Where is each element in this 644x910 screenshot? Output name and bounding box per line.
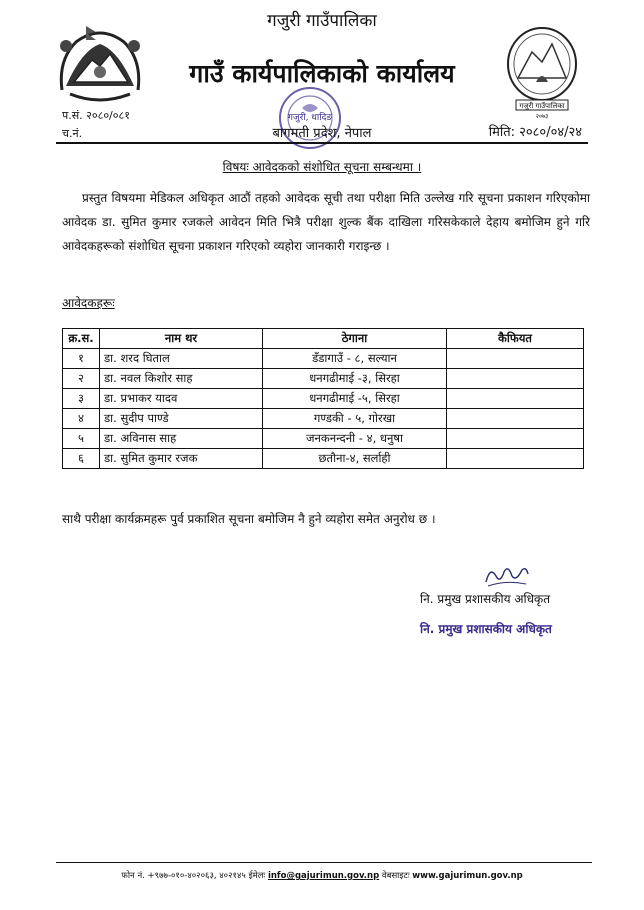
municipality-logo-icon — [502, 22, 582, 120]
municipality-name: गजुरी गाउँपालिका — [267, 11, 377, 31]
reference-number: प.सं. २०८०/०८१ — [62, 109, 130, 122]
stamp-text: गजुरी, धादिङ — [287, 113, 333, 123]
footer-contact — [0, 870, 644, 881]
row-remarks — [447, 389, 584, 409]
row-serial: ६ — [63, 449, 100, 469]
row-serial: ४ — [63, 409, 100, 429]
header-name: नाम थर — [100, 329, 263, 349]
row-remarks — [447, 349, 584, 369]
officer-designation-stamp: नि. प्रमुख प्रशासकीय अधिकृत — [420, 622, 552, 636]
footer-website-label: वेबसाइटः — [381, 871, 410, 881]
applicants-label: आवेदकहरूः — [62, 296, 115, 310]
row-remarks — [447, 429, 584, 449]
subject-text: विषयः आवेदकको संशोधित सूचना सम्बन्धमा । — [222, 160, 422, 174]
row-remarks — [447, 369, 584, 389]
row-name: डा. प्रभाकर यादव — [100, 389, 263, 409]
row-address: धनगढीमाई -५, सिरहा — [263, 389, 447, 409]
footer-phone: फोन नं. +९७७-०१०-४०२०६३, ४०२१४५ ईमेलः — [121, 871, 266, 881]
body-paragraph: प्रस्तुत विषयमा मेडिकल अधिकृत आठौं तहको आवेदक सूची तथा परीक्षा मिति उल्लेख गरि सूचना प्रकाशन गरिएकोमा आवेदक डा. सुमित कुमार रजकले आवेदन मिति भित्रै परीक्षा शुल्क बैंक दाखिला गरिसकेकाले देहाय बमोजिम हुने गरि आवेदकहरूको संशोधित सूचना प्रकाशन गरिएको व्यहोरा जानकारी गराइन्छ । — [62, 191, 590, 253]
row-name: डा. सुमित कुमार रजक — [100, 449, 263, 469]
header-address: ठेगाना — [263, 329, 447, 349]
header-divider — [56, 142, 588, 144]
logo-year: २०७३ — [535, 113, 549, 120]
table-row — [63, 429, 584, 449]
table-row — [63, 349, 584, 369]
table-row — [63, 409, 584, 429]
row-address: गण्डकी - ५, गोरखा — [263, 409, 447, 429]
table-row — [63, 369, 584, 389]
row-serial: २ — [63, 369, 100, 389]
footer-email-link[interactable]: info@gajurimun.gov.np — [267, 871, 380, 881]
row-serial: १ — [63, 349, 100, 369]
row-remarks — [447, 409, 584, 429]
office-name: गाउँ कार्यपालिकाको कार्यालय — [189, 59, 455, 88]
row-address: धनगढीमाई -३, सिरहा — [263, 369, 447, 389]
row-serial: ५ — [63, 429, 100, 449]
footer-website-link[interactable]: www.gajurimun.gov.np — [412, 871, 523, 881]
logo-caption: गजुरी गाउँपालिका — [519, 102, 565, 110]
officer-title: नि. प्रमुख प्रशासकीय अधिकृत — [420, 592, 551, 606]
applicant-table — [62, 328, 584, 469]
header-remarks: कैफियत — [447, 329, 584, 349]
table-header-row — [63, 329, 584, 349]
header-serial: क्र.स. — [63, 329, 100, 349]
table-row — [63, 449, 584, 469]
province-line: बागमती प्रदेश, नेपाल — [272, 126, 372, 141]
row-address: जनकनन्दनी - ४, धनुषा — [263, 429, 447, 449]
row-serial: ३ — [63, 389, 100, 409]
footer-divider — [56, 862, 592, 863]
row-remarks — [447, 449, 584, 469]
closing-paragraph: साथै परीक्षा कार्यक्रमहरू पुर्व प्रकाशित सूचना बमोजिम नै हुने व्यहोरा समेत अनुरोध छ । — [62, 512, 436, 526]
signature-icon — [482, 562, 532, 590]
row-name: डा. अविनास साह — [100, 429, 263, 449]
table-row — [63, 389, 584, 409]
row-name: डा. शरद घिताल — [100, 349, 263, 369]
date-line: मिति: २०८०/०४/२४ — [488, 125, 582, 140]
dispatch-number: च.नं. — [62, 127, 83, 140]
row-address: डँडागाउँ - ८, सल्यान — [263, 349, 447, 369]
subject-heading — [0, 158, 644, 175]
row-name: डा. सुदीप पाण्डे — [100, 409, 263, 429]
row-name: डा. नवल किशोर साह — [100, 369, 263, 389]
row-address: छतौना-४, सर्लाही — [263, 449, 447, 469]
